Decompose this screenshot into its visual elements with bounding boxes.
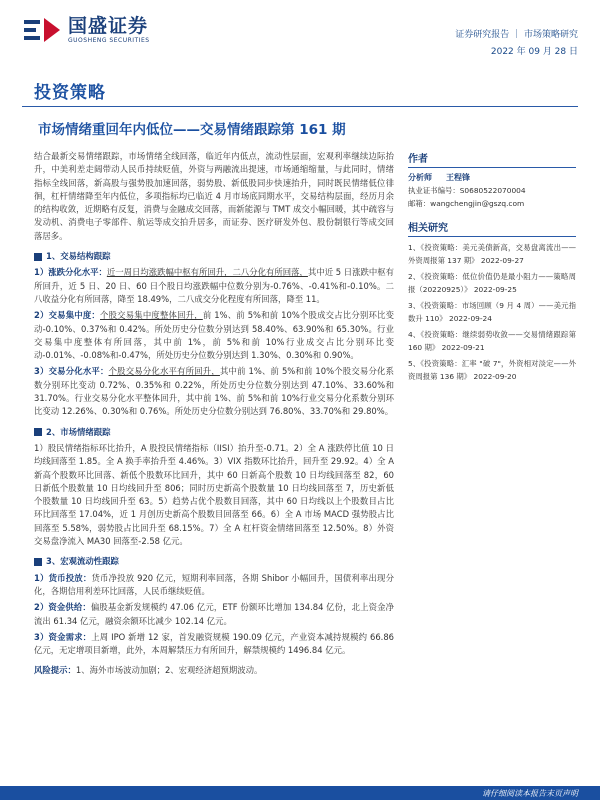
section-marker-icon	[34, 253, 42, 261]
related-item[interactable]: 4、《投资策略：继续弱势收敛——交易情绪跟踪第 160 期》 2022-09-21	[408, 330, 576, 352]
author-heading: 作者	[408, 150, 576, 168]
related-item[interactable]: 2、《投资策略：低位价值仍是最小阻力——策略周报（20220925）》 2022-09-25	[408, 272, 576, 294]
related-item[interactable]: 5、《投资策略：汇率 "破 7"，外资相对淡定——外资周报第 136 期》 2022-09-20	[408, 359, 576, 381]
paragraph: 3）交易分化水平：个股交易分化水平有所回升，其中前 1%、前 5%和前 10%个股交易分化系数分别环比变动 0.72%、0.35%和 0.22%，所处历史分位数分别达到 47.10%、33.60%和 31.70%。行业交易分化水平整体回升，其中前 1%、前 5%和前 10%行业交易分化系数分别环比变动 12.26%、0.30%和 0.76%。所处历史分位数分别达到 76.80%、33.70%和 29.80%。	[34, 366, 395, 417]
paragraph: 1）股民情绪指标环比抬升，A 股投民情绪指标（IISI）抬升至-0.71。2）全 A 涨跌停比值 10 日均线回落至 1.85。全 A 换手率抬升至 4.46%。3）VIX 指数环比抬升，回升至 29.92。4）全 A 新高个股数环比回落、新低个股数环比回升，其中 60 日新高个股数 10 日均线回落至 82，60 日新低个股数量 10 日均线回升至 806；同时历史新高个股数量 10 日均线回落至 7，历史新低个股数量 10 日均线回升至 63。5）趋势占优个股数目回落，其中 60 日均线以上个股数目占比环比回落至 17.04%，近 1 月创历史新高个股数目回落至 66。6）全 A 市场 MACD 强势股占比回落至 5.58%，弱势股占比回升至 68.15%。7）全 A 杠杆资金情绪回落至 12.50%。8）外资交易盘净流入 MA30 回落至-2.58 亿元。	[34, 442, 394, 547]
footer-disclaimer: 请仔细阅读本报告末页声明	[482, 789, 578, 798]
section-market-sentiment	[34, 426, 394, 549]
risk-warning: 风险提示：1、海外市场波动加剧；2、宏观经济超预期波动。	[34, 665, 263, 676]
report-category: 投资策略	[34, 83, 106, 103]
intro-paragraph: 结合最新交易情绪跟踪，市场情绪全线回落，临近年内低点，流动性层面，宏观利率继续边际抬升，中美利差走阔带动人民币持续贬值，外资与两融流出提速，市场通缩缩量，与此同时，情绪指标全线回落，新高股与强势股加速回落，弱势股、新低股同步快速抬升，同时既民情绪低位徘徊，杠杆情绪降至年内低位，多项指标均已临近 4 月市场底同期水平，交易结构层面，经历月余的结构收敛，近期略有反复，消费与金融成交回落，而新能源与 TMT 成交小幅回暖，其中疏容与发动机、消费电子零部件、航运等成交拍升居多，而证券、医疗研发外包、股份制银行等成交回落居多。	[34, 151, 394, 241]
analyst: 分析师 王程锋	[408, 173, 470, 182]
paragraph: 2）交易集中度：个股交易集中度整体回升，前 1%、前 5%和前 10%个股成交占比分别环比变动-0.10%、0.37%和 0.42%。所处历史分位数分别达到 58.40%、63.90%和 65.30%。行业交易集中度整体有所回落，其中前 1%，前 5%和前 10%行业成交占比分别环比变动-0.01%、-0.08%和-0.47%，所处历史分位数分别达到 1.30%、0.30%和 0.90%。	[34, 310, 395, 361]
main-content	[34, 150, 394, 678]
report-date: 2022 年 09 月 28 日	[490, 47, 578, 57]
paragraph: 1）涨跌分化水平：近一周日均涨跌幅中枢有所回升，二八分化有所回落，其中近 5 日涨跌中枢有所回升，近 5 日、20 日、60 日个股日均涨跌幅中位数分别为-0.76%、-0.41%和-0.10%。二八收益分化有所回落，降至 18.49%，二八成交分化程度有所回落，降至 11。	[34, 267, 394, 304]
company-logo	[22, 14, 150, 46]
paragraph: 2）资金供给：偏股基金新发规模约 47.06 亿元，ETF 份额环比增加 134.84 亿份，北上资金净流出 61.34 亿元，融资余额环比减少 102.14 亿元。	[34, 602, 394, 626]
divider	[22, 106, 578, 107]
analyst-email[interactable]: 邮箱：wangchengjin@gszq.com	[408, 199, 525, 208]
section-liquidity	[34, 555, 394, 657]
logo-name-en: GUOSHENG SECURITIES	[68, 37, 150, 44]
sidebar	[408, 150, 576, 383]
related-item[interactable]: 3、《投资策略：市场回顾（9 月 4 周）——美元指数升 110》 2022-09-24	[408, 301, 576, 323]
license-number: 执业证书编号：S0680522070004	[408, 186, 526, 195]
section-trading-structure	[34, 250, 394, 419]
related-research	[408, 219, 576, 383]
paragraph: 3）资金需求：上周 IPO 新增 12 家，首发融资规模 190.09 亿元，产业资本减持规模约 66.86 亿元，无定增项目新增，此外，本周解禁压力有所回升，解禁规模约 1496.84 亿元。	[34, 631, 395, 656]
section-heading: 1、交易结构跟踪	[34, 250, 394, 263]
related-heading: 相关研究	[408, 219, 576, 237]
report-title: 市场情绪重回年内低位——交易情绪跟踪第 161 期	[38, 122, 346, 138]
paragraph: 1）货币投放：货币净投放 920 亿元，短期利率回落，各期 Shibor 小幅回升，国债利率出现分化，各期信用利差环比回落，人民币继续贬值。	[34, 572, 394, 596]
logo-name-cn: 国盛证券	[68, 15, 149, 37]
report-type: 证券研究报告 ｜ 市场策略研究	[455, 30, 578, 40]
report-header	[0, 0, 600, 70]
section-marker-icon	[34, 558, 42, 566]
section-marker-icon	[34, 428, 42, 436]
section-heading: 3、宏观流动性跟踪	[34, 555, 394, 568]
related-item[interactable]: 1、《投资策略：美元美债新高，交易盘离流出——外资周报第 137 期》 2022-09-27	[408, 243, 576, 265]
logo-mark-icon	[22, 14, 62, 46]
section-heading: 2、市场情绪跟踪	[34, 426, 394, 439]
